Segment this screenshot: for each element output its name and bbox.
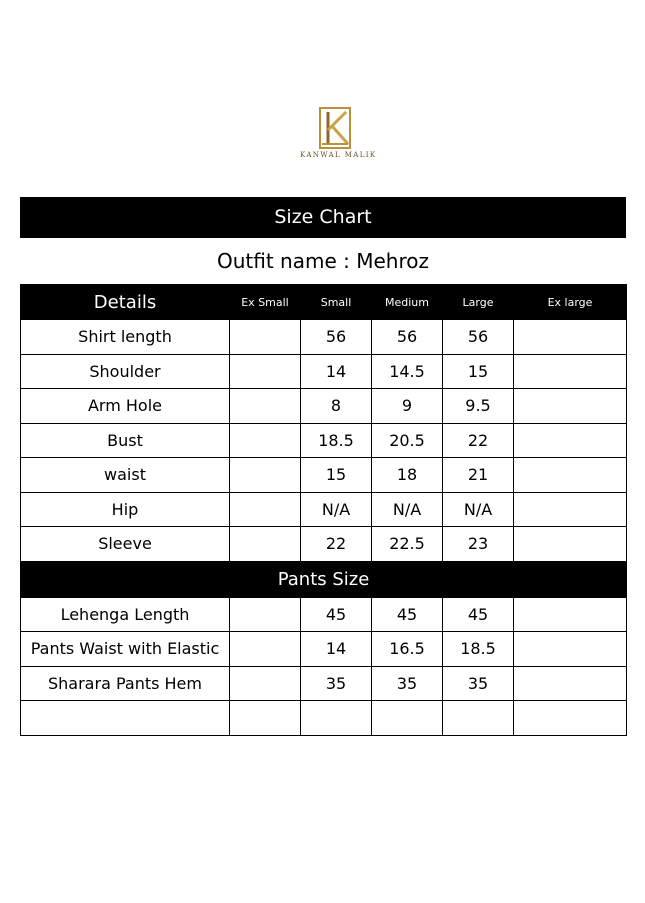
table-cell: 22 xyxy=(301,527,372,562)
row-label: Hip xyxy=(21,492,230,527)
table-cell xyxy=(514,389,627,424)
size-chart-title: Size Chart xyxy=(20,197,626,238)
table-cell xyxy=(301,701,372,736)
table-cell: 16.5 xyxy=(372,632,443,667)
table-cell: 45 xyxy=(372,597,443,632)
table-cell xyxy=(230,492,301,527)
table-cell xyxy=(514,597,627,632)
table-row xyxy=(21,666,627,701)
row-label: waist xyxy=(21,458,230,493)
table-cell: 56 xyxy=(301,320,372,355)
brand-name: KANWAL MALIK xyxy=(300,151,377,159)
table-cell: 21 xyxy=(443,458,514,493)
size-table xyxy=(20,284,627,736)
table-cell xyxy=(230,354,301,389)
row-label: Bust xyxy=(21,423,230,458)
column-header: Small xyxy=(301,285,372,320)
table-cell: 14 xyxy=(301,354,372,389)
table-row xyxy=(21,458,627,493)
table-cell: 18.5 xyxy=(443,632,514,667)
table-cell xyxy=(514,632,627,667)
table-cell xyxy=(230,701,301,736)
table-cell: 20.5 xyxy=(372,423,443,458)
outfit-name: Outfit name : Mehroz xyxy=(217,249,429,273)
table-cell: 22 xyxy=(443,423,514,458)
table-cell xyxy=(230,458,301,493)
table-cell xyxy=(514,458,627,493)
table-cell: 45 xyxy=(301,597,372,632)
row-label: Lehenga Length xyxy=(21,597,230,632)
table-cell: 35 xyxy=(372,666,443,701)
table-cell: 8 xyxy=(301,389,372,424)
table-cell: 14 xyxy=(301,632,372,667)
row-label: Sleeve xyxy=(21,527,230,562)
table-cell xyxy=(514,354,627,389)
table-cell xyxy=(230,527,301,562)
table-row xyxy=(21,389,627,424)
table-cell: 14.5 xyxy=(372,354,443,389)
table-cell: 35 xyxy=(443,666,514,701)
table-cell: N/A xyxy=(301,492,372,527)
table-cell xyxy=(230,597,301,632)
table-cell xyxy=(372,701,443,736)
table-row xyxy=(21,492,627,527)
table-cell xyxy=(443,701,514,736)
table-cell: 15 xyxy=(443,354,514,389)
table-cell xyxy=(230,632,301,667)
table-cell: 18.5 xyxy=(301,423,372,458)
table-row xyxy=(21,320,627,355)
row-label: Shirt length xyxy=(21,320,230,355)
table-cell: 56 xyxy=(443,320,514,355)
table-cell xyxy=(514,527,627,562)
row-label: Arm Hole xyxy=(21,389,230,424)
table-cell xyxy=(514,701,627,736)
table-cell xyxy=(230,320,301,355)
column-header: Ex large xyxy=(514,285,627,320)
row-label xyxy=(21,701,230,736)
section-row xyxy=(21,561,627,597)
table-cell: 18 xyxy=(372,458,443,493)
row-label: Pants Waist with Elastic xyxy=(21,632,230,667)
table-cell xyxy=(230,389,301,424)
table-cell: 45 xyxy=(443,597,514,632)
table-cell: N/A xyxy=(443,492,514,527)
row-label: Shoulder xyxy=(21,354,230,389)
column-header: Medium xyxy=(372,285,443,320)
column-header-details: Details xyxy=(21,285,230,320)
table-cell: 9 xyxy=(372,389,443,424)
brand-logo xyxy=(300,106,377,166)
k-monogram-icon xyxy=(318,106,352,150)
table-row xyxy=(21,423,627,458)
table-row xyxy=(21,597,627,632)
table-header-row xyxy=(21,285,627,320)
table-row xyxy=(21,632,627,667)
table-cell xyxy=(514,423,627,458)
table-cell: 15 xyxy=(301,458,372,493)
table-cell: 22.5 xyxy=(372,527,443,562)
table-row xyxy=(21,354,627,389)
table-cell xyxy=(514,492,627,527)
table-cell: 35 xyxy=(301,666,372,701)
table-cell: 23 xyxy=(443,527,514,562)
table-cell: 9.5 xyxy=(443,389,514,424)
row-label: Sharara Pants Hem xyxy=(21,666,230,701)
table-cell: 56 xyxy=(372,320,443,355)
table-cell xyxy=(230,423,301,458)
pants-size-heading: Pants Size xyxy=(21,561,627,597)
table-row xyxy=(21,527,627,562)
table-cell xyxy=(514,666,627,701)
table-cell xyxy=(230,666,301,701)
table-cell xyxy=(514,320,627,355)
table-cell: N/A xyxy=(372,492,443,527)
column-header: Ex Small xyxy=(230,285,301,320)
column-header: Large xyxy=(443,285,514,320)
table-row xyxy=(21,701,627,736)
